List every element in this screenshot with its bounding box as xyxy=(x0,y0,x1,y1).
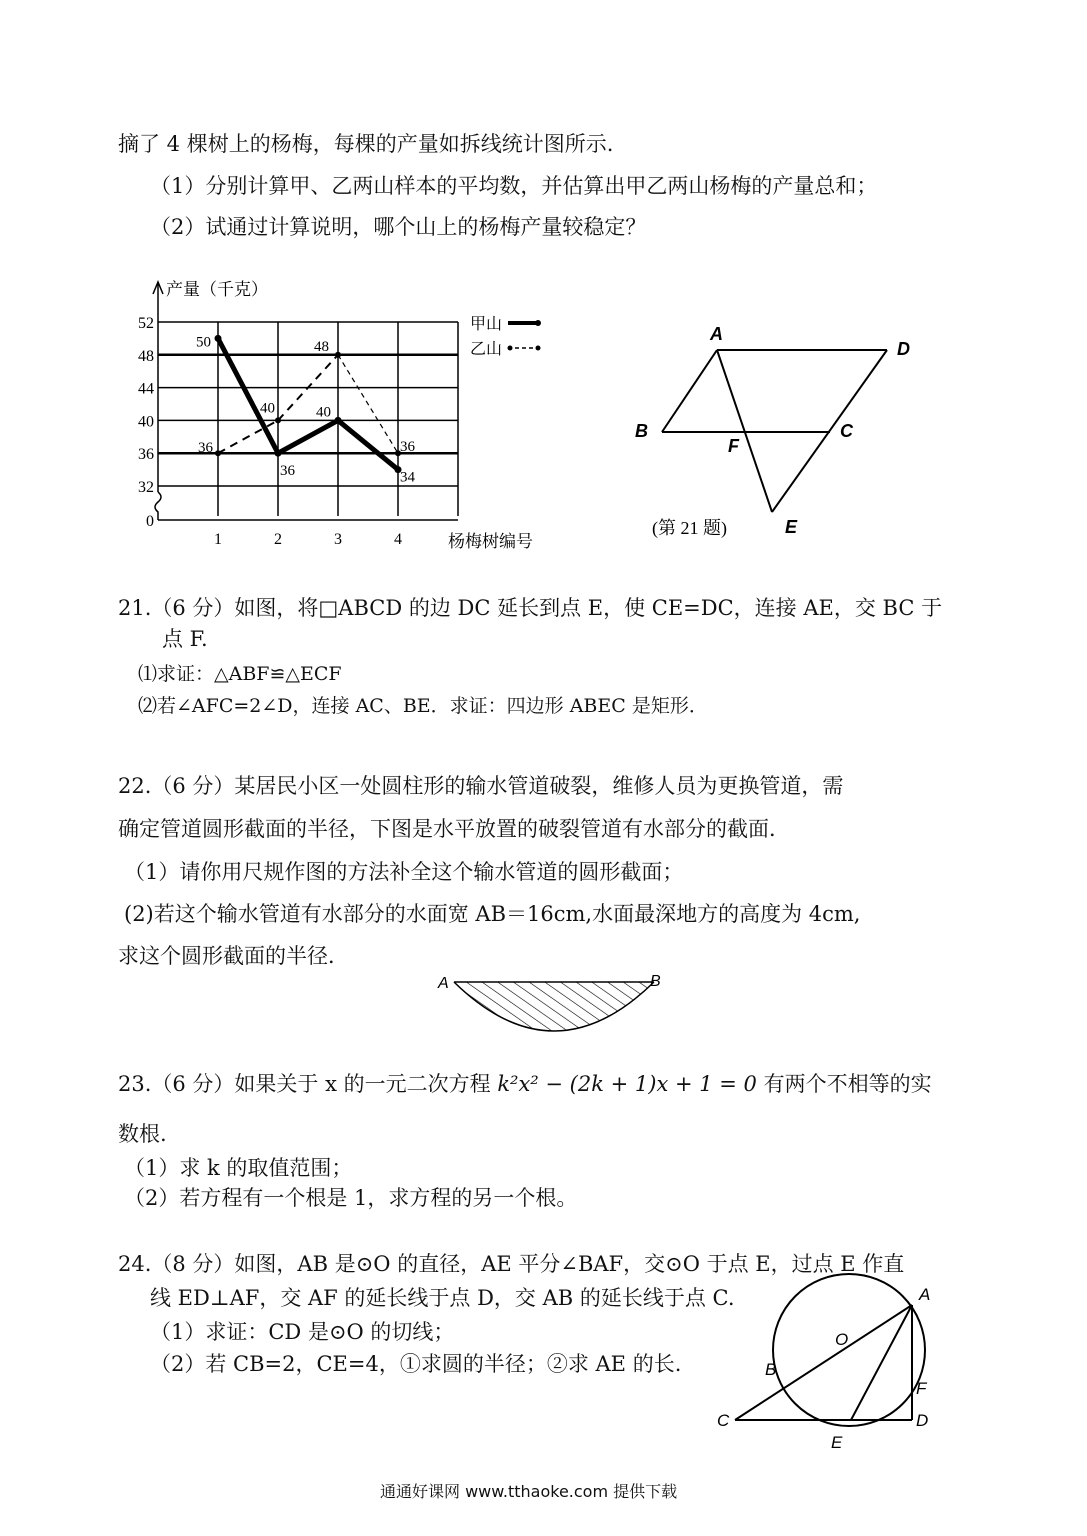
q21-part2: ⑵若∠AFC=2∠D，连接 AC、BE．求证：四边形 ABEC 是矩形． xyxy=(138,695,708,717)
y-tick-label: 44 xyxy=(138,380,154,398)
pipe-section-figure xyxy=(430,968,680,1038)
q23-line1-pre: 23.（6 分）如果关于 x 的一元二次方程 xyxy=(118,1072,498,1096)
q23-line1-post: 有两个不相等的实 xyxy=(756,1072,932,1096)
fig21-label-B: B xyxy=(635,421,648,441)
q23-line1 xyxy=(118,1070,932,1098)
fig21-caption: (第 21 题) xyxy=(652,518,727,538)
fig21-label-A: A xyxy=(710,324,723,344)
fig24-label-B: B xyxy=(765,1360,777,1379)
fig24-label-A: A xyxy=(919,1285,931,1304)
q20-part1: （1）分别计算甲、乙两山样本的平均数，并估算出甲乙两山杨梅的产量总和； xyxy=(150,174,878,198)
fig24-label-O: O xyxy=(835,1330,849,1349)
q24-part2: （2）若 CB=2，CE=4，①求圆的半径；②求 AE 的长. xyxy=(150,1352,682,1376)
q24-part1: （1）求证：CD 是⊙O 的切线； xyxy=(150,1320,455,1344)
jiashan-value-label: 50 xyxy=(196,334,211,351)
yishan-value-label: 36 xyxy=(198,440,213,457)
edge-AB xyxy=(662,350,717,432)
yishan-value-label: 40 xyxy=(260,400,275,417)
jiashan-value-label: 36 xyxy=(280,463,295,480)
fig21-label-F: F xyxy=(728,436,739,456)
x-tick-label: 4 xyxy=(394,531,402,548)
q21-line1: 21.（6 分）如图，将□ABCD 的边 DC 延长到点 E，使 CE=DC，连接 AE，交 BC 于 xyxy=(118,596,943,620)
q22-part2: (2)若这个输水管道有水部分的水面宽 AB＝16cm,水面最深地方的高度为 4cm, xyxy=(124,902,861,926)
jiashan-value-label: 40 xyxy=(316,404,331,421)
intro-line: 摘了 4 棵树上的杨梅，每棵的产量如拆线统计图所示. xyxy=(118,132,614,156)
legend-jiashan-dot xyxy=(535,320,541,326)
q23-line2: 数根. xyxy=(118,1122,167,1146)
y-tick-label: 52 xyxy=(138,315,154,332)
x-axis-label: 杨梅树编号 xyxy=(448,532,533,551)
figure-24 xyxy=(705,1268,955,1468)
q22-line2: 确定管道圆形截面的半径，下图是水平放置的破裂管道有水部分的截面． xyxy=(118,817,790,841)
pipe-label-B: B xyxy=(650,973,661,990)
line-CA xyxy=(735,1305,912,1420)
series-yishan-point xyxy=(335,352,341,358)
page-footer: 通通好课网 www.tthaoke.com 提供下载 xyxy=(380,1482,678,1501)
q20-part2: （2）试通过计算说明，哪个山上的杨梅产量较稳定？ xyxy=(150,215,647,239)
series-yishan-point xyxy=(215,450,221,456)
legend-jiashan-label: 甲山 xyxy=(470,316,503,333)
fig21-label-C: C xyxy=(840,421,853,441)
chart-grid xyxy=(158,322,458,520)
series-jiashan-point xyxy=(215,335,222,342)
circle-O xyxy=(773,1274,925,1426)
q22-line1: 22.（6 分）某居民小区一处圆柱形的输水管道破裂，维修人员为更换管道，需 xyxy=(118,774,844,798)
fig24-label-E: E xyxy=(831,1433,843,1452)
q22-part1: （1）请你用尺规作图的方法补全这个输水管道的圆形截面； xyxy=(124,860,684,884)
y-tick-label: 40 xyxy=(138,413,154,431)
x-tick-label: 2 xyxy=(274,531,282,548)
fig24-label-D: D xyxy=(916,1411,929,1430)
series-jiashan-point xyxy=(335,417,342,424)
yishan-value-label: 48 xyxy=(314,338,329,355)
series-yishan-point xyxy=(275,417,281,423)
series-yishan-segment xyxy=(338,355,398,453)
chart-axes xyxy=(153,282,163,520)
pipe-label-A: A xyxy=(438,975,449,992)
q24-line1: 24.（8 分）如图，AB 是⊙O 的直径，AE 平分∠BAF，交⊙O 于点 E，过点 E 作直 xyxy=(118,1252,905,1276)
axis-break xyxy=(155,492,161,520)
q23-part1: （1）求 k 的取值范围； xyxy=(124,1156,353,1180)
fig24-label-C: C xyxy=(717,1411,730,1430)
y-axis-label: 产量（千克） xyxy=(166,280,268,299)
legend-yishan-dot xyxy=(508,346,513,351)
legend-yishan-label: 乙山 xyxy=(470,341,503,358)
y-tick-label: 36 xyxy=(138,446,154,464)
y-tick-label: 0 xyxy=(146,513,154,530)
series-jiashan-line xyxy=(218,338,398,469)
x-tick-label: 3 xyxy=(334,531,342,548)
y-tick-label: 48 xyxy=(138,347,154,365)
legend-yishan-dot xyxy=(536,346,541,351)
fig21-label-E: E xyxy=(785,517,798,537)
q21-line2: 点 F. xyxy=(162,627,208,651)
jiashan-value-label: 34 xyxy=(400,469,415,486)
yield-line-chart xyxy=(120,272,560,562)
q21-part1: ⑴求证：△ABF≌△ECF xyxy=(138,663,342,685)
y-tick-label: 32 xyxy=(138,479,154,496)
q23-part2: （2）若方程有一个根是 1，求方程的另一个根。 xyxy=(124,1186,578,1210)
x-tick-label: 1 xyxy=(214,531,222,548)
q23-equation: k²x² − (2k + 1)x + 1 = 0 xyxy=(497,1072,757,1096)
fig24-label-F: F xyxy=(916,1379,927,1398)
figure-21 xyxy=(620,320,920,550)
chart-legend xyxy=(470,315,541,358)
q22-line5: 求这个圆形截面的半径． xyxy=(118,944,349,968)
series-jiashan-point xyxy=(275,450,282,457)
yishan-value-label: 36 xyxy=(400,439,415,456)
q24-line2: 线 ED⊥AF，交 AF 的延长线于点 D，交 AB 的延长线于点 C. xyxy=(150,1286,735,1310)
fig21-label-D: D xyxy=(897,339,910,359)
